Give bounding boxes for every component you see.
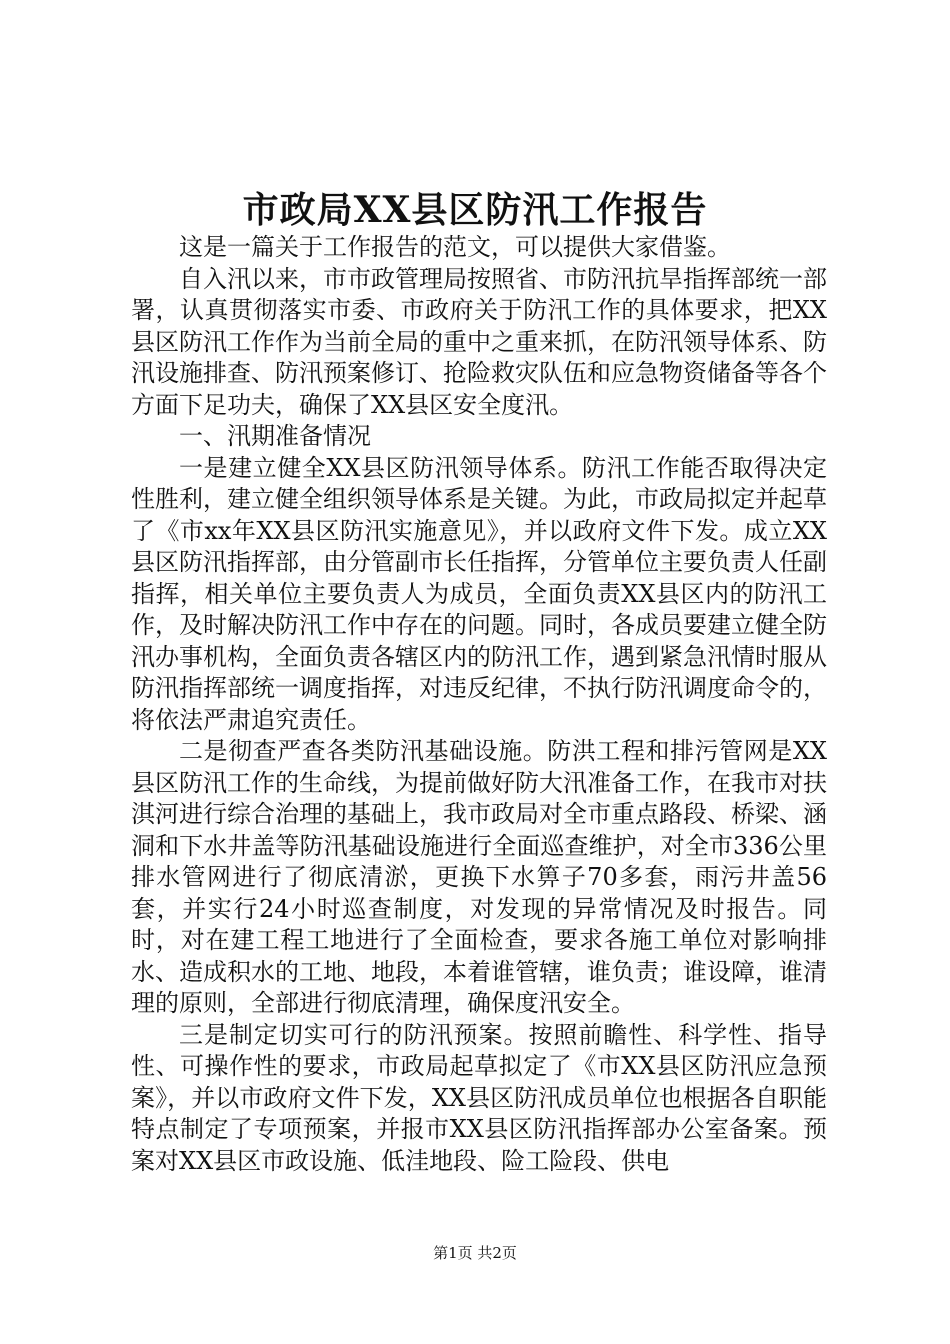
document-body <box>131 232 827 1177</box>
body-paragraph-1: 一是建立健全XX县区防汛领导体系。防汛工作能否取得决定性胜利，建立健全组织领导体系是关键。为此，市政局拟定并起草了《市xx年XX县区防汛实施意见》，并以政府文件下发。成立XX县区防汛指挥部，由分管副市长任指挥，分管单位主要负责人任副指挥，相关单位主要负责人为成员，全面负责XX县区内的防汛工作，及时解决防汛工作中存在的问题。同时，各成员要建立健全防汛办事机构，全面负责各辖区内的防汛工作，遇到紧急汛情时服从防汛指挥部统一调度指挥，对违反纪律，不执行防汛调度命令的，将依法严肃追究责任。 <box>131 453 827 734</box>
intro-paragraph: 这是一篇关于工作报告的范文，可以提供大家借鉴。 <box>179 233 731 261</box>
section-heading: 一、汛期准备情况 <box>179 422 371 450</box>
body-paragraph-3: 三是制定切实可行的防汛预案。按照前瞻性、科学性、指导性、可操作性的要求，市政局起草拟定了《市XX县区防汛应急预案》，并以市政府文件下发，XX县区防汛成员单位也根据各自职能特点制定了专项预案，并报市XX县区防汛指挥部办公室备案。预案对XX县区市政设施、低洼地段、险工险段、供电 <box>131 1020 827 1175</box>
body-paragraph-2: 二是彻查严查各类防汛基础设施。防洪工程和排污管网是XX县区防汛工作的生命线，为提前做好防大汛准备工作，在我市对扶淇河进行综合治理的基础上，我市政局对全市重点路段、桥梁、涵洞和下水井盖等防汛基础设施进行全面巡查维护，对全市336公里排水管网进行了彻底清淤，更换下水箅子70多套，雨污井盖56套，并实行24小时巡查制度，对发现的异常情况及时报告。同时，对在建工程工地进行了全面检查，要求各施工单位对影响排水、造成积水的工地、地段，本着谁管辖，谁负责；谁设障，谁清理的原则，全部进行彻底清理，确保度汛安全。 <box>131 737 827 1017</box>
page-footer: 第1页 共2页 <box>433 1244 517 1262</box>
document-title: 市政局XX县区防汛工作报告 <box>242 189 708 231</box>
summary-paragraph: 自入汛以来，市市政管理局按照省、市防汛抗旱指挥部统一部署，认真贯彻落实市委、市政府关于防汛工作的具体要求，把XX县区防汛工作作为当前全局的重中之重来抓，在防汛领导体系、防汛设施排查、防汛预案修订、抢险救灾队伍和应急物资储备等各个方面下足功夫，确保了XX县区安全度汛。 <box>131 264 827 419</box>
